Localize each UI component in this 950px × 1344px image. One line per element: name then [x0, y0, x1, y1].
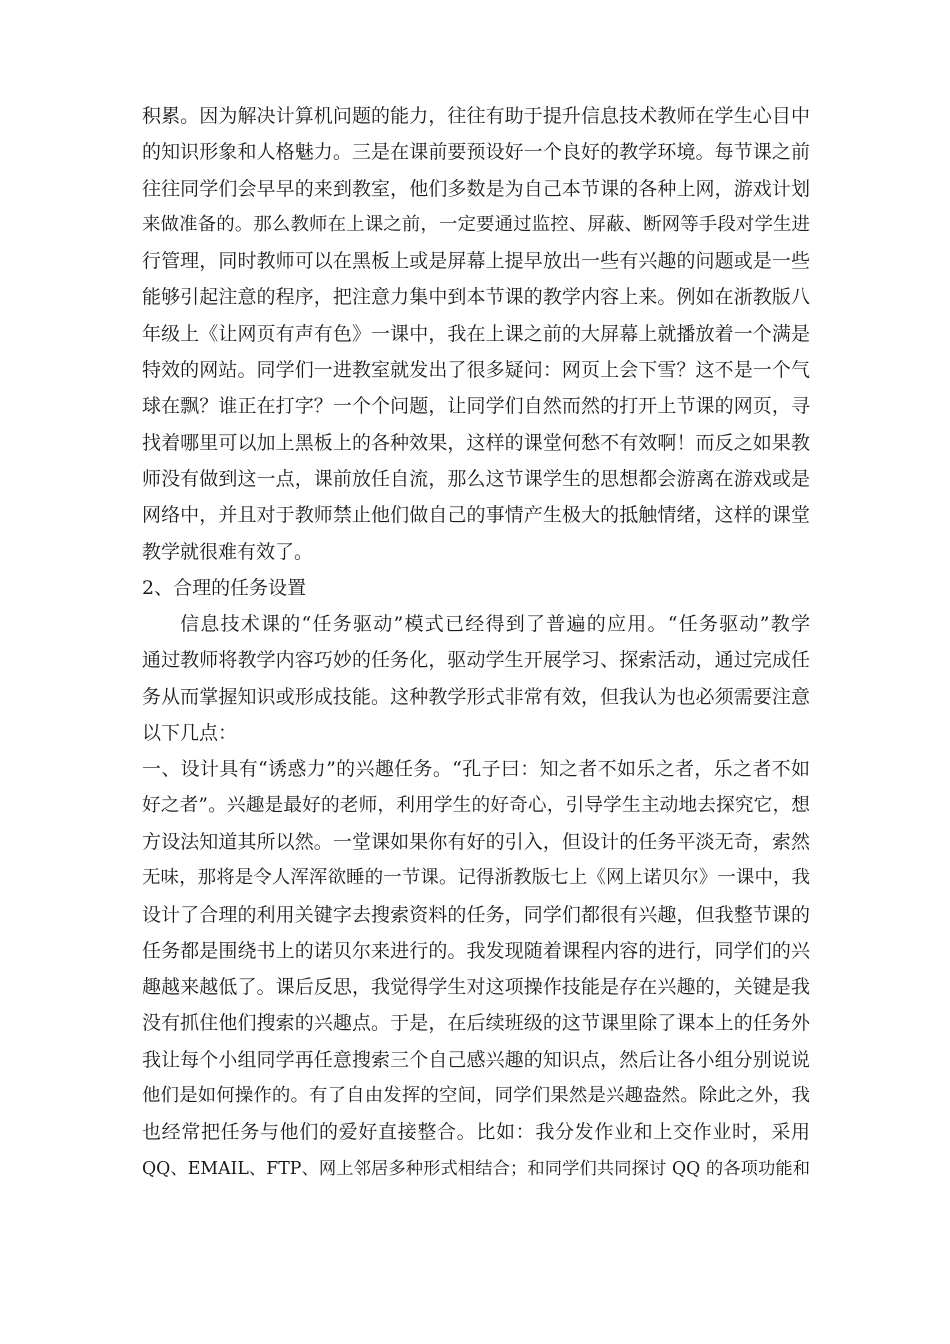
text-line: 好之者”。兴趣是最好的老师，利用学生的好奇心，引导学生主动地去探究它，想: [142, 794, 810, 816]
text-line: 找着哪里可以加上黑板上的各种效果，这样的课堂何愁不有效啊！而反之如果教: [142, 431, 810, 454]
text-line: 师没有做到这一点，课前放任自流，那么这节课学生的思想都会游离在游戏或是: [142, 467, 810, 490]
text-line: 任务都是围绕书上的诺贝尔来进行的。我发现随着课程内容的进行，同学们的兴: [142, 939, 810, 962]
text-line: 球在飘？谁正在打字？一个个问题，让同学们自然而然的打开上节课的网页，寻: [142, 395, 810, 418]
text-line: 也经常把任务与他们的爱好直接整合。比如：我分发作业和上交作业时，采用: [142, 1121, 810, 1144]
text-line: 务从而掌握知识或形成技能。这种教学形式非常有效，但我认为也必须需要注意: [142, 685, 810, 708]
text-line: 积累。因为解决计算机问题的能力，往往有助于提升信息技术教师在学生心目中: [142, 105, 810, 127]
text-line: 我让每个小组同学再任意搜索三个自己感兴趣的知识点，然后让各小组分别说说: [142, 1048, 810, 1071]
text-line: 的知识形象和人格魅力。三是在课前要预设好一个良好的教学环境。每节课之前: [142, 141, 810, 164]
list-item-first-line: 一、设计具有“诱惑力”的兴趣任务。“孔子曰：知之者不如乐之者，乐之者不如: [142, 758, 810, 781]
text-line: 行管理，同时教师可以在黑板上或是屏幕上提早放出一些有兴趣的问题或是一些: [142, 250, 810, 273]
text-line: 来做准备的。那么教师在上课之前，一定要通过监控、屏蔽、断网等手段对学生进: [142, 213, 810, 235]
text-line: 他们是如何操作的。有了自由发挥的空间，同学们果然是兴趣盎然。除此之外，我: [142, 1085, 810, 1107]
text-line: 没有抓住他们搜索的兴趣点。于是，在后续班级的这节课里除了课本上的任务外: [142, 1012, 810, 1035]
text-line: 设计了合理的利用关键字去搜索资料的任务，同学们都很有兴趣，但我整节课的: [142, 903, 810, 926]
text-line: 方设法知道其所以然。一堂课如果你有好的引入，但设计的任务平淡无奇，索然: [142, 830, 810, 853]
text-line: 通过教师将教学内容巧妙的任务化，驱动学生开展学习、探索活动，通过完成任: [142, 649, 810, 672]
text-line: QQ、EMAIL、FTP、网上邻居多种形式相结合；和同学们共同探讨 QQ 的各项功能和: [142, 1158, 810, 1179]
text-line: 能够引起注意的程序，把注意力集中到本节课的教学内容上来。例如在浙教版八: [142, 286, 810, 309]
text-line: 往往同学们会早早的来到教室，他们多数是为自己本节课的各种上网，游戏计划: [142, 177, 810, 200]
paragraph-end-line: 以下几点：: [142, 722, 238, 745]
section-heading: 2、合理的任务设置: [142, 576, 307, 599]
text-line: 特效的网站。同学们一进教室就发出了很多疑问：网页上会下雪？这不是一个气: [142, 359, 810, 382]
text-line: 无味，那将是令人浑浑欲睡的一节课。记得浙教版七上《网上诺贝尔》一课中，我: [142, 867, 810, 889]
paragraph-first-line: 信息技术课的“任务驱动”模式已经得到了普遍的应用。“任务驱动”教学: [180, 613, 810, 636]
text-line: 网络中，并且对于教师禁止他们做自己的事情产生极大的抵触情绪，这样的课堂: [142, 504, 810, 527]
document-body: [142, 98, 810, 1187]
text-line: 年级上《让网页有声有色》一课中，我在上课之前的大屏幕上就播放着一个满是: [142, 322, 810, 345]
paragraph-end-line: 教学就很难有效了。: [142, 540, 314, 563]
text-line: 趣越来越低了。课后反思，我觉得学生对这项操作技能是存在兴趣的，关键是我: [142, 976, 810, 999]
